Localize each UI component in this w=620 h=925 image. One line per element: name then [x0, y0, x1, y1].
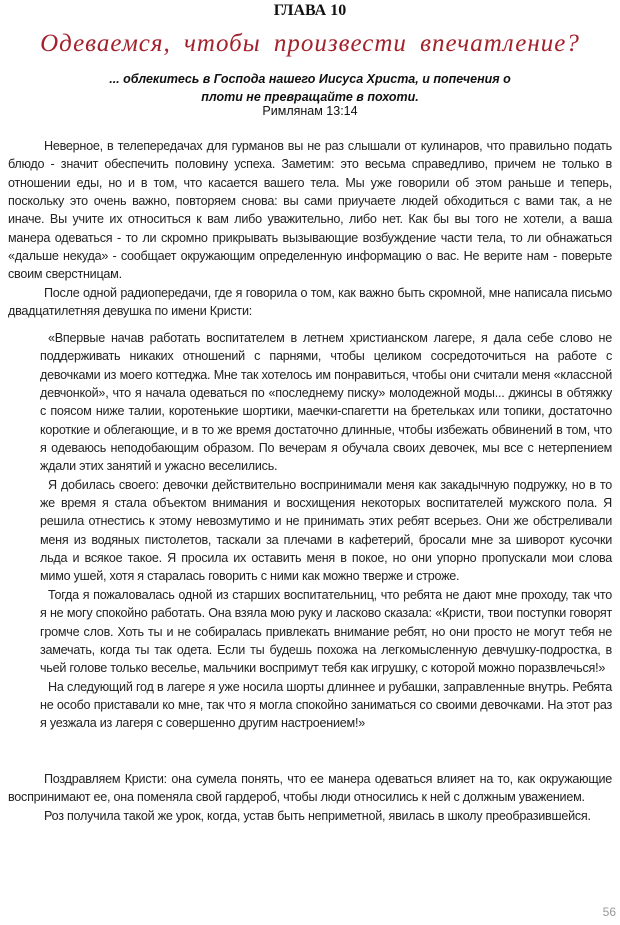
epigraph-line-1: ... облекитесь в Господа нашего Иисуса Христа, и попечения о	[109, 72, 511, 86]
chapter-heading: ГЛАВА 10	[273, 2, 347, 19]
letter-quote	[40, 329, 612, 733]
closing-text	[8, 770, 612, 825]
chapter-title: Одеваемся, чтобы произвести впечатление?	[40, 30, 580, 57]
paragraph: Поздравляем Кристи: она сумела понять, что ее манера одеваться влияет на то, как окружающие воспринимают ее, она поменяла свой гардероб, чтобы люди относились к ней с должным уважением.	[8, 772, 612, 805]
paragraph: Роз получила такой же урок, когда, устав быть неприметной, явилась в школу преобразившейся.	[44, 808, 591, 823]
paragraph: После одной радиопередачи, где я говорила о том, как важно быть скромной, мне написала письмо двадцатилетняя девушка по имени Кристи:	[8, 285, 612, 319]
quote-paragraph: «Впервые начав работать воспитателем в летнем христианском лагере, я дала себе слово не поддерживать никаких отношений с парнями, чтобы целиком сосредоточиться на работе с девочками из моего коттеджа. Мне так хотелось им понравиться, чтобы они считали меня «классной девчонкой», что я начала одеваться по «последнему писку» молодежной моды... джинсы в обтяжку с поясом ниже талии, коротенькие шортики, маечки-спагетти на бретельках или топики, достаточно короткие и облегающие, и в то же время достаточно длинные, чтобы избежать обвинений в том, что я одеваюсь неподобающим образом. По вечерам я обучала своих девочек, мы все с нетерпением ждали этих занятий и ужасно веселились.	[40, 331, 612, 474]
quote-paragraph: На следующий год в лагере я уже носила шорты длиннее и рубашки, заправленные внутрь. Ребята не особо приставали ко мне, так что я могла спокойно заниматься со своими девочками. На этот раз я уезжала из лагеря с совершенно другим настроением!»	[40, 679, 612, 731]
epigraph	[10, 70, 610, 106]
epigraph-line-2: плоти не превращайте в похоти.	[201, 90, 419, 104]
paragraph: Неверное, в телепередачах для гурманов вы не раз слышали от кулинаров, что правильно подать блюдо - значит обеспечить половину успеха. Заметим: это весьма справедливо, причем не только в отношении еды, но и в том, что касается вашего тела. Мы уже говорили об этом раньше и теперь, поскольку это очень важно, повторяем снова: вы сами приучаете людей обходиться с вами так, а не иначе. Вы учите их относиться к вам либо уважительно, либо нет. Как бы вы того не хотели, а ваша манера одеваться - то ли скромно прикрывать вызывающие возбуждение части тела, то ли обнажаться «дальше некуда» - сообщает окружающим определенную информацию о вас. Не верите нам - поверьте своим сверстницам.	[8, 139, 612, 282]
intro-text	[8, 137, 612, 320]
epigraph-reference: Римлянам 13:14	[262, 104, 358, 118]
quote-paragraph: Я добилась своего: девочки действительно воспринимали меня как закадычную подружку, но в то же время я стала объектом внимания и восхищения некоторых воспитателей мужского пола. Я решила отнестись к этому невозмутимо и не принимать этих ребят всерьез. Они же обстреливали меня из водяных пистолетов, таскали за плечами в кафетерий, бросали мне за шиворот кусочки льда и всякое такое. Я просила их оставить меня в покое, но они упорно пропускали мои слова мимо ушей, хотя я старалась говорить с ними как можно тверже и строже.	[40, 477, 612, 584]
page-number: 56	[602, 905, 616, 919]
quote-paragraph: Тогда я пожаловалась одной из старших воспитательниц, что ребята не дают мне проходу, так что я не могу спокойно работать. Она взяла мою руку и ласково сказала: «Кристи, твои поступки говорят громче слов. Хоть ты и не собиралась привлекать внимание ребят, но они просто не могут тебя не замечать, когда ты так одета. Если ты будешь похожа на легкомысленную девчушку-подростка, в чьей голове только веселье, мальчики воспримут тебя как игрушку, с которой можно поразвлечься!»	[40, 587, 612, 676]
